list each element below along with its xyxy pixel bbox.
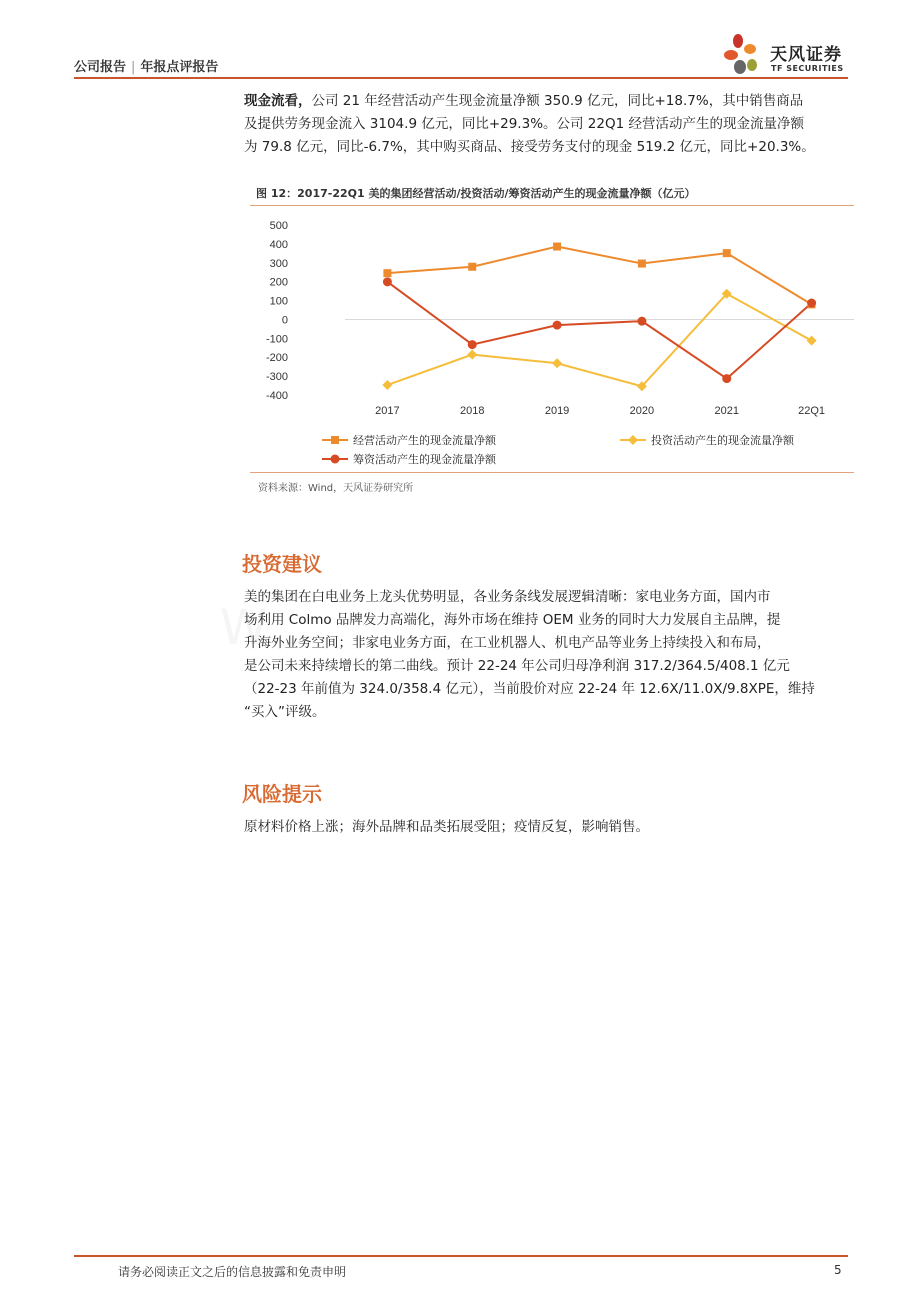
- risk-title: 风险提示: [242, 782, 322, 806]
- series-3-point: [637, 317, 646, 326]
- watermark: W: [220, 600, 274, 656]
- legend-marker-1: [331, 436, 339, 444]
- investment-line-3: 升海外业务空间；非家电业务方面，在工业机器人、机电产品等业务上持续投入和布局，: [244, 635, 771, 651]
- header-separator: |: [131, 60, 136, 75]
- risk-paragraph: 原材料价格上涨；海外品牌和品类拓展受阻；疫情反复，影响销售。: [244, 819, 649, 835]
- investment-paragraph: [244, 586, 850, 724]
- series-3-point: [383, 277, 392, 286]
- figure-top-rule: [250, 205, 854, 206]
- y-tick-label: 0: [281, 314, 288, 327]
- page-number: 5: [834, 1263, 842, 1277]
- footer-rule: [74, 1255, 848, 1257]
- series-2-point: [552, 358, 562, 368]
- footer-disclaimer: 请务必阅读正文之后的信息披露和免责申明: [118, 1265, 347, 1279]
- series-line-1: [387, 247, 811, 305]
- investment-line-6: “买入”评级。: [244, 704, 326, 720]
- report-type-header: [74, 56, 218, 75]
- logo-name: 天风证券: [770, 45, 842, 65]
- series-line-3: [387, 282, 811, 379]
- series-1-point: [383, 269, 391, 277]
- series-line-2: [387, 294, 811, 387]
- x-tick-label: 2020: [629, 405, 655, 417]
- y-tick-label: -300: [265, 371, 288, 384]
- series-2-point: [807, 336, 817, 346]
- y-tick-label: 100: [269, 295, 288, 308]
- y-tick-label: 200: [269, 276, 288, 289]
- series-3-point: [468, 340, 477, 349]
- investment-title: 投资建议: [242, 552, 322, 576]
- series-1-point: [638, 260, 646, 268]
- investment-line-2: 场利用 Colmo 品牌发力高端化，海外市场在维持 OEM 业务的同时大力发展自主品牌，提: [244, 612, 781, 628]
- series-2-point: [382, 380, 392, 390]
- report-subtype: 年报点评报告: [140, 60, 219, 75]
- figure-bottom-rule: [250, 472, 854, 473]
- y-tick-label: 300: [269, 257, 288, 270]
- y-tick-label: -100: [265, 333, 288, 346]
- figure-title: 图 12：2017-22Q1 美的集团经营活动/投资活动/筹资活动产生的现金流量净额（亿元）: [256, 187, 696, 200]
- legend-label-2: 投资活动产生的现金流量净额: [651, 434, 794, 447]
- x-tick-label: 22Q1: [798, 405, 826, 417]
- figure-source: 资料来源：Wind，天风证券研究所: [258, 483, 414, 494]
- x-tick-label: 2017: [375, 405, 400, 417]
- x-tick-label: 2018: [460, 405, 485, 417]
- legend-marker-2: [628, 435, 638, 445]
- y-tick-label: 500: [269, 220, 288, 232]
- investment-line-5: （22-23 年前值为 324.0/358.4 亿元），当前股价对应 22-24 年 12.6X/11.0X/9.8XPE，维持: [244, 681, 815, 697]
- series-3-point: [807, 299, 816, 308]
- cashflow-line-chart: [250, 208, 854, 470]
- legend-marker-3: [331, 455, 340, 464]
- cashflow-line-3: 为 79.8 亿元，同比-6.7%，其中购买商品、接受劳务支付的现金 519.2 亿元，同比+20.3%。: [244, 139, 815, 155]
- y-tick-label: -400: [265, 390, 288, 402]
- series-1-point: [723, 249, 731, 257]
- y-tick-label: -200: [265, 352, 288, 365]
- series-1-point: [468, 263, 476, 271]
- x-tick-label: 2019: [544, 405, 570, 417]
- series-3-point: [553, 321, 562, 330]
- series-1-point: [553, 243, 561, 251]
- cashflow-line-2: 及提供劳务现金流入 3104.9 亿元，同比+29.3%。公司 22Q1 经营活动产生的现金流量净额: [244, 116, 804, 132]
- series-2-point: [467, 350, 477, 360]
- legend-label-1: 经营活动产生的现金流量净额: [353, 434, 496, 447]
- investment-line-1: 美的集团在白电业务上龙头优势明显，各业务条线发展逻辑清晰：家电业务方面，国内市: [244, 589, 771, 605]
- cashflow-paragraph: [244, 90, 850, 159]
- series-3-point: [722, 374, 731, 383]
- report-type: 公司报告: [74, 60, 127, 75]
- cashflow-lead: 现金流看，: [244, 93, 312, 109]
- legend-label-3: 筹资活动产生的现金流量净额: [353, 453, 496, 466]
- investment-line-4: 是公司未来持续增长的第二曲线。预计 22-24 年公司归母净利润 317.2/364.5/408.1 亿元: [244, 658, 790, 674]
- logo-subtitle: TF SECURITIES: [771, 64, 844, 73]
- x-tick-label: 2021: [714, 405, 739, 417]
- cashflow-line-1: 现金流看，公司 21 年经营活动产生现金流量净额 350.9 亿元，同比+18.7%，其中销售商品: [244, 93, 804, 109]
- y-tick-label: 400: [269, 238, 288, 251]
